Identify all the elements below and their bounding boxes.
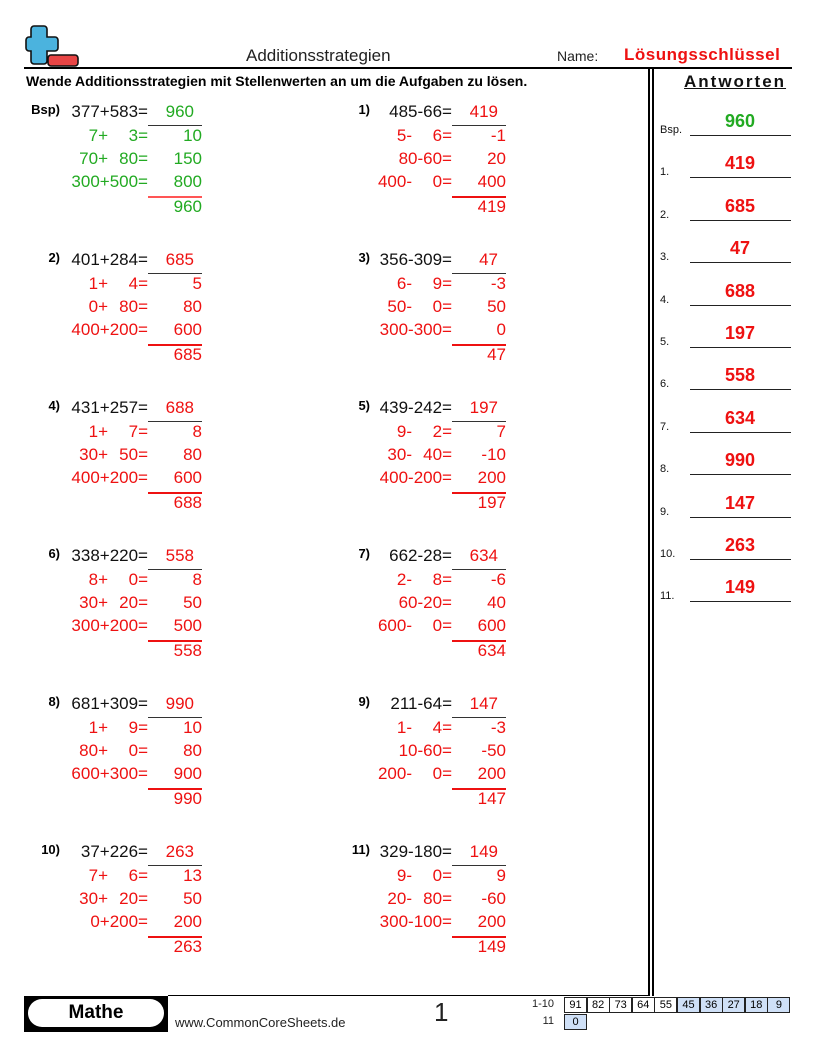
problem-answer: 990 — [165, 694, 194, 713]
step-result: 8 — [192, 570, 202, 589]
score-cell: 82 — [587, 997, 610, 1013]
step-left-term: 1- — [396, 718, 412, 737]
step-result: -6 — [490, 570, 506, 589]
problem-expression: 377+583= — [71, 102, 148, 121]
step-result: -3 — [490, 274, 506, 293]
problem-expression: 662-28= — [389, 546, 452, 565]
answer-key-row — [660, 152, 800, 178]
answer-key-label: 2. — [660, 208, 670, 221]
step-result: 50 — [183, 593, 202, 612]
step-left-term: 9- — [396, 422, 412, 441]
answer-key-row — [660, 576, 800, 602]
step-total: 960 — [173, 197, 202, 216]
answer-key-row — [660, 237, 800, 263]
answer-key-value[interactable]: 149 — [724, 577, 756, 598]
step-left-term: 300+500= — [71, 172, 148, 191]
problem-item — [20, 100, 320, 220]
step-result: 600 — [173, 320, 202, 339]
step-left-term: 1+ — [88, 718, 108, 737]
problem-number: Bsp) — [31, 102, 60, 117]
score-cell: 27 — [722, 997, 745, 1013]
answer-key-label: 7. — [660, 420, 670, 433]
problem-answer: 263 — [165, 842, 194, 861]
step-result: 50 — [487, 297, 506, 316]
step-result: -60 — [481, 889, 506, 908]
step-result: 150 — [173, 149, 202, 168]
problem-expression: 431+257= — [71, 398, 148, 417]
step-total: 558 — [173, 641, 202, 660]
problem-expression: 401+284= — [71, 250, 148, 269]
score-cell: 73 — [609, 997, 632, 1013]
score-cell: 0 — [564, 1014, 587, 1030]
step-left-term: 8+ — [88, 570, 108, 589]
name-label: Name: — [557, 48, 599, 64]
answer-key-row — [660, 110, 800, 136]
step-result: 500 — [173, 616, 202, 635]
step-right-term: 3= — [128, 126, 148, 145]
step-result: 20 — [487, 149, 506, 168]
step-left-term: 300-100= — [379, 912, 452, 931]
step-total: 990 — [173, 789, 202, 808]
plus-minus-logo-icon — [24, 24, 80, 68]
answer-key-label: 4. — [660, 293, 670, 306]
step-left-term: 30- — [387, 445, 412, 464]
step-right-term: 80= — [423, 889, 452, 908]
step-right-term: 2= — [432, 422, 452, 441]
step-result: 200 — [477, 912, 506, 931]
problem-expression: 439-242= — [379, 398, 452, 417]
problem-answer: 47 — [479, 250, 498, 269]
problem-number: 1) — [358, 102, 370, 117]
step-right-term: 7= — [128, 422, 148, 441]
problem-number: 10) — [41, 842, 60, 857]
answer-key-value[interactable]: 197 — [724, 323, 756, 343]
problem-expression: 211-64= — [390, 694, 452, 713]
answer-key-row — [660, 534, 800, 560]
step-result: 0 — [496, 320, 506, 339]
problem-answer: 197 — [469, 398, 498, 417]
problem-answer: 558 — [165, 546, 194, 565]
step-left-term: 1+ — [88, 422, 108, 441]
step-left-term: 30+ — [79, 593, 108, 612]
subject-label: Mathe — [28, 999, 164, 1027]
step-result: 10 — [183, 126, 202, 145]
worksheet-title: Additionsstrategien — [246, 46, 391, 65]
score-row-label: 1-10 — [531, 998, 554, 1010]
step-right-term: 0= — [128, 570, 148, 589]
step-right-term: 9= — [128, 718, 148, 737]
step-left-term: 300+200= — [71, 616, 148, 635]
answer-key-label: 5. — [660, 336, 670, 348]
step-right-term: 40= — [423, 445, 452, 464]
problem-item — [330, 100, 630, 220]
step-left-term: 1+ — [88, 274, 108, 293]
problem-item — [330, 544, 630, 664]
problem-number: 4) — [48, 398, 60, 413]
problem-item — [330, 840, 630, 960]
header-rule — [24, 67, 792, 69]
answer-key-label: 9. — [660, 505, 670, 518]
step-right-term: 0= — [432, 866, 452, 885]
problem-answer: 149 — [469, 842, 498, 861]
column-divider — [648, 69, 654, 996]
answer-key-value[interactable]: 263 — [724, 535, 756, 555]
step-right-term: 20= — [119, 889, 148, 908]
step-result: 200 — [477, 764, 506, 783]
step-left-term: 400+200= — [71, 320, 148, 339]
step-right-term: 80= — [119, 297, 148, 316]
answer-key-value[interactable]: 147 — [724, 492, 756, 513]
answer-key-line — [690, 474, 791, 475]
step-left-term: 20- — [387, 889, 412, 908]
step-left-term: 400+200= — [71, 468, 148, 487]
answer-key-label: 3. — [660, 251, 670, 264]
instructions: Wende Additionsstrategien mit Stellenwerten an um die Aufgaben zu lösen. — [26, 73, 528, 89]
problem-number: 11) — [351, 842, 370, 857]
step-total: 263 — [173, 937, 202, 956]
problem-number: 2) — [48, 250, 60, 265]
step-total: 147 — [477, 789, 506, 808]
answer-key-value[interactable]: 685 — [724, 195, 756, 216]
step-right-term: 80= — [119, 149, 148, 168]
answer-key-row — [660, 195, 800, 221]
score-cell: 64 — [632, 997, 655, 1013]
step-right-term: 50= — [119, 445, 148, 464]
step-result: 200 — [173, 912, 202, 931]
answer-key-label: 1. — [660, 166, 670, 179]
step-result: 400 — [477, 172, 506, 191]
step-left-term: 200- — [377, 764, 412, 783]
step-left-term: 30+ — [79, 445, 108, 464]
problem-number: 9) — [358, 694, 370, 709]
step-left-term: 10-60= — [398, 741, 452, 760]
page-number: 1 — [434, 997, 449, 1027]
answer-key-label: 10. — [660, 548, 676, 560]
step-left-term: 600- — [377, 616, 412, 635]
step-result: 900 — [173, 764, 202, 783]
problem-item — [330, 248, 630, 368]
score-cell: 91 — [564, 997, 587, 1013]
step-right-term: 9= — [432, 274, 452, 293]
problem-answer: 685 — [165, 250, 194, 269]
step-right-term: 4= — [432, 718, 452, 737]
problem-expression: 485-66= — [389, 102, 452, 121]
footer-rule — [168, 995, 648, 996]
step-result: 10 — [183, 718, 202, 737]
step-result: 80 — [183, 741, 202, 760]
step-right-term: 0= — [432, 172, 452, 191]
answer-key-label: 6. — [660, 378, 670, 391]
step-right-term: 0= — [432, 297, 452, 316]
step-left-term: 30+ — [79, 889, 108, 908]
problem-answer: 634 — [469, 546, 498, 565]
step-left-term: 600+300= — [71, 764, 148, 783]
score-cell: 9 — [767, 997, 790, 1013]
step-left-term: 70+ — [79, 149, 108, 168]
step-result: 50 — [183, 889, 202, 908]
step-result: 800 — [173, 172, 202, 191]
step-result: -10 — [481, 445, 506, 464]
problem-number: 6) — [48, 546, 60, 561]
subject-badge — [24, 996, 168, 1032]
answer-key-row — [660, 407, 800, 433]
problem-item — [330, 396, 630, 516]
step-left-term: 60-20= — [398, 593, 452, 612]
problem-expression: 329-180= — [379, 842, 452, 861]
step-left-term: 7+ — [88, 126, 108, 145]
step-result: 600 — [477, 616, 506, 635]
step-right-term: 6= — [432, 126, 452, 145]
step-total: 197 — [477, 493, 506, 512]
answer-key-value[interactable]: 960 — [724, 111, 756, 131]
step-result: -3 — [490, 718, 506, 737]
answer-key-line — [690, 177, 791, 178]
problem-item — [20, 840, 320, 960]
answer-key-value[interactable]: 688 — [724, 280, 756, 301]
problem-expression: 338+220= — [71, 546, 148, 565]
answer-key-value[interactable]: 634 — [724, 407, 756, 428]
step-result: 5 — [192, 274, 202, 293]
answer-key-row — [660, 364, 800, 390]
step-result: -50 — [481, 741, 506, 760]
name-value: Lösungsschlüssel — [624, 45, 781, 64]
step-total: 634 — [477, 641, 506, 660]
step-left-term: 6- — [396, 274, 412, 293]
step-left-term: 0+ — [88, 297, 108, 316]
step-result: 80 — [183, 445, 202, 464]
problem-number: 3) — [358, 250, 370, 265]
problem-item — [20, 248, 320, 368]
step-right-term: 4= — [128, 274, 148, 293]
step-left-term: 5- — [396, 126, 412, 145]
step-total: 419 — [477, 197, 506, 216]
answer-key-value[interactable]: 558 — [724, 365, 756, 386]
step-right-term: 0= — [432, 764, 452, 783]
answer-key-value[interactable]: 990 — [724, 450, 756, 471]
answer-key-label: 11. — [660, 590, 675, 603]
problem-number: 7) — [358, 546, 370, 561]
problem-answer: 960 — [165, 102, 194, 121]
problem-item — [20, 692, 320, 812]
problem-number: 5) — [358, 398, 370, 413]
step-result: 200 — [477, 468, 506, 487]
problem-answer: 419 — [469, 102, 498, 121]
answer-key-line — [690, 135, 791, 136]
step-result: 8 — [192, 422, 202, 441]
problem-item — [20, 544, 320, 664]
answer-key-line — [690, 347, 791, 348]
website-link[interactable]: www.CommonCoreSheets.de — [175, 1015, 346, 1030]
answer-key-line — [690, 305, 791, 306]
answer-key-label: 8. — [660, 463, 670, 476]
answer-key-line — [690, 262, 791, 263]
step-total: 149 — [477, 937, 506, 956]
problem-number: 8) — [48, 694, 60, 709]
problem-expression: 681+309= — [71, 694, 148, 713]
step-result: 40 — [487, 593, 506, 612]
step-result: 600 — [173, 468, 202, 487]
problem-item — [20, 396, 320, 516]
score-cell: 55 — [654, 997, 677, 1013]
step-left-term: 9- — [396, 866, 412, 885]
step-total: 685 — [173, 345, 202, 364]
answer-key-value[interactable]: 419 — [724, 153, 756, 174]
step-left-term: 50- — [387, 297, 412, 316]
step-left-term: 0+200= — [90, 912, 148, 931]
step-right-term: 0= — [128, 741, 148, 760]
step-left-term: 400- — [377, 172, 412, 191]
answer-key-line — [690, 601, 791, 602]
step-right-term: 6= — [128, 866, 148, 885]
answer-key-row — [660, 449, 800, 475]
step-left-term: 80-60= — [398, 149, 452, 168]
score-row-label: 11 — [542, 1015, 554, 1027]
step-result: 7 — [496, 422, 506, 441]
problem-answer: 688 — [165, 398, 194, 417]
step-total: 688 — [173, 493, 202, 512]
answer-key-value[interactable]: 47 — [729, 238, 751, 259]
answer-key-line — [690, 559, 791, 560]
score-cell: 36 — [700, 997, 723, 1013]
answer-key-line — [690, 517, 791, 518]
answer-key-line — [690, 432, 791, 433]
problem-answer: 147 — [469, 694, 498, 713]
step-result: 9 — [496, 866, 506, 885]
answer-key-row — [660, 322, 800, 348]
answer-key-label: Bsp. — [660, 124, 683, 136]
step-total: 47 — [487, 345, 506, 364]
step-right-term: 20= — [119, 593, 148, 612]
score-cell: 18 — [745, 997, 768, 1013]
answers-heading: Antworten — [684, 72, 787, 91]
step-right-term: 8= — [432, 570, 452, 589]
step-right-term: 0= — [432, 616, 452, 635]
answer-key-line — [690, 389, 791, 390]
problem-item — [330, 692, 630, 812]
problem-expression: 356-309= — [379, 250, 452, 269]
step-result: -1 — [490, 126, 506, 145]
step-left-term: 400-200= — [379, 468, 452, 487]
step-result: 80 — [183, 297, 202, 316]
step-left-term: 80+ — [79, 741, 108, 760]
step-result: 13 — [183, 866, 202, 885]
step-left-term: 300-300= — [379, 320, 452, 339]
answer-key-row — [660, 492, 800, 518]
score-cell: 45 — [677, 997, 700, 1013]
step-left-term: 7+ — [88, 866, 108, 885]
answer-key-row — [660, 280, 800, 306]
answer-key-line — [690, 220, 791, 221]
problem-expression: 37+226= — [80, 842, 148, 861]
step-left-term: 2- — [396, 570, 412, 589]
